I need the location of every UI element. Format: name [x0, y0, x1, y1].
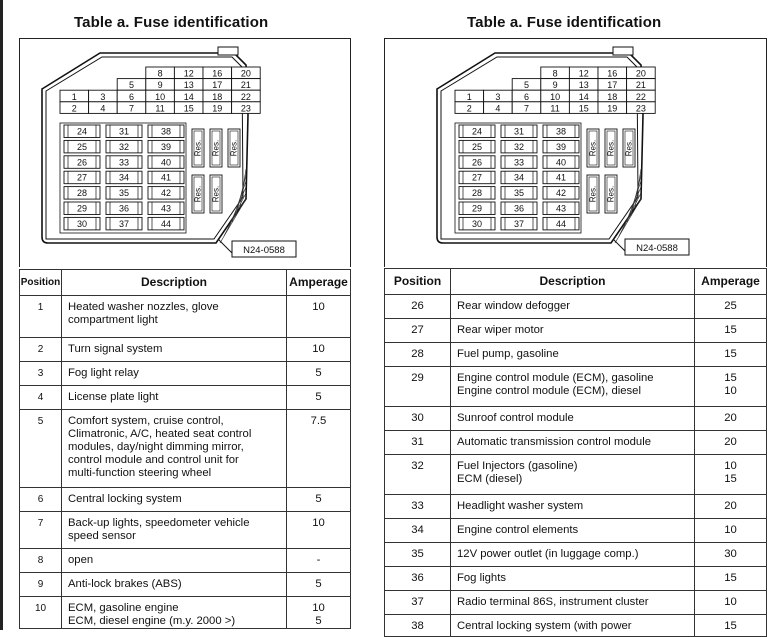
fuse-row	[385, 455, 767, 495]
fuse-description	[451, 495, 695, 519]
description-line: Engine control module (ECM), gasoline	[457, 372, 654, 384]
fuse-row	[20, 362, 351, 386]
label-leader	[218, 239, 232, 253]
fuse-position: 3	[20, 362, 62, 386]
left-header-description: Description	[62, 270, 287, 296]
description-line: open	[68, 554, 94, 566]
fuse-amperage	[695, 495, 767, 519]
amperage-value: 30	[724, 548, 737, 560]
right-diagram-frame	[384, 38, 767, 267]
fuse-number: 34	[513, 172, 525, 183]
description-line: control module and control unit for	[68, 454, 239, 466]
fuse-number: 3	[100, 91, 106, 102]
reserve-label: Res.	[624, 139, 634, 157]
fuse-number: 13	[578, 80, 589, 91]
reserve-label: Res.	[606, 139, 616, 157]
fuse-amperage	[287, 338, 351, 362]
fuse-row	[20, 549, 351, 573]
fuse-number: 19	[607, 103, 618, 114]
fuse-number: 16	[212, 68, 223, 79]
reserve-label: Res.	[588, 185, 598, 203]
amperage-value: 15	[724, 324, 737, 336]
fuse-amperage	[287, 597, 351, 629]
housing-tab	[218, 47, 238, 55]
fuse-position: 5	[20, 410, 62, 488]
fuse-row	[20, 512, 351, 549]
fuse-amperage	[695, 319, 767, 343]
fuse-row	[20, 386, 351, 410]
right-header-description: Description	[451, 269, 695, 295]
fuse-row	[385, 431, 767, 455]
left-fuse-box-diagram	[20, 39, 350, 267]
fuse-description	[451, 343, 695, 367]
description-line: Anti-lock brakes (ABS)	[68, 578, 182, 590]
amperage-value: 25	[724, 300, 737, 312]
left-header-position: Position	[20, 270, 62, 296]
housing-tab	[613, 47, 633, 55]
fuse-number: 10	[155, 91, 166, 102]
fuse-number: 28	[76, 188, 88, 199]
fuse-description	[451, 431, 695, 455]
fuse-number: 40	[160, 157, 172, 168]
fuse-number: 15	[183, 103, 194, 114]
figure-code: N24-0588	[636, 243, 678, 254]
fuse-number: 17	[212, 80, 223, 91]
fuse-row	[20, 597, 351, 629]
fuse-amperage	[695, 567, 767, 591]
description-line: Back-up lights, speedometer vehicle	[68, 517, 250, 529]
amperage-value: 15	[724, 348, 737, 360]
fuse-number: 14	[183, 91, 194, 102]
fuse-number: 36	[513, 203, 525, 214]
fuse-amperage	[287, 573, 351, 597]
description-line: Fuel pump, gasoline	[457, 348, 559, 360]
fuse-position: 38	[385, 615, 451, 637]
description-line: Engine control module (ECM), diesel	[457, 385, 641, 397]
description-line: Climatronic, A/C, heated seat control	[68, 428, 252, 440]
fuse-number: 32	[118, 141, 130, 152]
fuse-position: 6	[20, 488, 62, 512]
fuse-row	[20, 573, 351, 597]
fuse-position: 34	[385, 519, 451, 543]
fuse-number: 12	[183, 68, 194, 79]
fuse-position: 33	[385, 495, 451, 519]
fuse-amperage	[287, 296, 351, 338]
description-line: compartment light	[68, 314, 158, 326]
fuse-row	[20, 410, 351, 488]
fuse-description	[62, 488, 287, 512]
fuse-number: 23	[635, 103, 646, 114]
fuse-description	[451, 567, 695, 591]
fuse-number: 9	[552, 80, 558, 91]
amperage-value: 7.5	[310, 415, 327, 427]
fuse-number: 29	[471, 203, 483, 214]
housing-relief-line	[615, 199, 641, 243]
amperage-value: 5	[315, 578, 322, 590]
fuse-number: 23	[240, 103, 251, 114]
fuse-description	[451, 319, 695, 343]
fuse-number: 9	[157, 80, 163, 91]
housing-relief-line	[220, 199, 246, 243]
fuse-position: 36	[385, 567, 451, 591]
page-binding-edge	[0, 0, 3, 630]
fuse-number: 12	[578, 68, 589, 79]
description-line: Radio terminal 86S, instrument cluster	[457, 596, 649, 608]
housing-relief-line	[619, 193, 641, 236]
fuse-number: 2	[71, 103, 77, 114]
fuse-row	[20, 296, 351, 338]
fuse-row	[20, 488, 351, 512]
amperage-value: 20	[724, 412, 737, 424]
description-line: speed sensor	[68, 530, 136, 542]
fuse-number: 41	[555, 172, 567, 183]
fuse-row	[385, 367, 767, 407]
fuse-number: 38	[160, 126, 172, 137]
fuse-description	[62, 573, 287, 597]
amperage-value: 20	[724, 500, 737, 512]
description-line: Fog light relay	[68, 367, 139, 379]
fuse-number: 8	[157, 68, 163, 79]
fuse-number: 16	[607, 68, 618, 79]
fuse-number: 43	[555, 203, 567, 214]
fuse-row	[385, 495, 767, 519]
reserve-label: Res.	[211, 185, 221, 203]
fuse-description	[62, 597, 287, 629]
fuse-description	[451, 367, 695, 407]
fuse-description	[62, 410, 287, 488]
fuse-position: 32	[385, 455, 451, 495]
fuse-number: 18	[212, 91, 223, 102]
right-header-amperage: Amperage	[695, 269, 767, 295]
reserve-label: Res.	[193, 139, 203, 157]
fuse-amperage	[287, 549, 351, 573]
fuse-number: 8	[552, 68, 558, 79]
fuse-amperage	[695, 519, 767, 543]
description-line: Heated washer nozzles, glove	[68, 301, 219, 313]
fuse-number: 39	[160, 141, 172, 152]
fuse-position: 8	[20, 549, 62, 573]
fuse-number: 44	[555, 218, 567, 229]
fuse-number: 30	[471, 218, 483, 229]
fuse-number: 35	[513, 188, 525, 199]
fuse-number: 35	[118, 188, 130, 199]
fuse-number: 37	[513, 218, 525, 229]
fuse-number: 26	[76, 157, 88, 168]
amperage-value: 5	[315, 615, 322, 627]
description-line: Central locking system (with power	[457, 620, 632, 632]
fuse-number: 17	[607, 80, 618, 91]
fuse-number: 42	[555, 188, 567, 199]
fuse-number: 41	[160, 172, 172, 183]
description-line: Headlight washer system	[457, 500, 584, 512]
amperage-value: 10	[312, 343, 325, 355]
fuse-number: 31	[513, 126, 525, 137]
fuse-row	[385, 407, 767, 431]
description-line: Rear wiper motor	[457, 324, 544, 336]
fuse-number: 3	[495, 91, 501, 102]
fuse-number: 39	[555, 141, 567, 152]
amperage-value: 10	[724, 596, 737, 608]
fuse-amperage	[287, 488, 351, 512]
amperage-value: 5	[315, 493, 322, 505]
figure-code: N24-0588	[243, 245, 285, 256]
fuse-number: 21	[635, 80, 646, 91]
fuse-number: 37	[118, 218, 130, 229]
fuse-number: 7	[523, 103, 530, 114]
left-diagram-frame	[19, 38, 351, 267]
description-line: License plate light	[68, 391, 159, 403]
fuse-number: 7	[128, 103, 135, 114]
housing-relief-line	[224, 193, 246, 236]
fuse-description	[62, 549, 287, 573]
fuse-position: 4	[20, 386, 62, 410]
amperage-value: 15	[724, 473, 737, 485]
fuse-amperage	[695, 455, 767, 495]
description-line: Fuel Injectors (gasoline)	[457, 460, 578, 472]
fuse-description	[451, 295, 695, 319]
fuse-row	[20, 338, 351, 362]
fuse-number: 21	[240, 80, 251, 91]
reserve-label: Res.	[193, 185, 203, 203]
fuse-number: 26	[471, 157, 483, 168]
amperage-value: -	[316, 554, 321, 566]
fuse-number: 27	[76, 172, 88, 183]
fuse-row	[385, 295, 767, 319]
description-line: Sunroof control module	[457, 412, 574, 424]
fuse-amperage	[695, 543, 767, 567]
description-line: ECM, gasoline engine	[68, 602, 179, 614]
fuse-number: 2	[466, 103, 472, 114]
fuse-row	[385, 343, 767, 367]
reserve-label: Res.	[229, 139, 239, 157]
fuse-number: 32	[513, 141, 525, 152]
fuse-number: 5	[523, 80, 530, 91]
description-line: Central locking system	[68, 493, 182, 505]
left-fuse-table	[19, 269, 351, 629]
fuse-row	[385, 615, 767, 637]
fuse-number: 43	[160, 203, 172, 214]
fuse-number: 13	[183, 80, 194, 91]
fuse-position: 28	[385, 343, 451, 367]
reserve-label: Res.	[606, 185, 616, 203]
fuse-number: 6	[128, 91, 135, 102]
description-line: ECM, diesel engine (m.y. 2000 >)	[68, 615, 236, 627]
fuse-description	[451, 591, 695, 615]
fuse-number: 18	[607, 91, 618, 102]
fuse-number: 11	[155, 103, 165, 114]
fuse-number: 33	[118, 157, 130, 168]
fuse-amperage	[287, 410, 351, 488]
fuse-number: 36	[118, 203, 130, 214]
amperage-value: 10	[312, 517, 325, 529]
fuse-position: 27	[385, 319, 451, 343]
fuse-amperage	[695, 407, 767, 431]
fuse-number: 20	[635, 68, 646, 79]
fuse-description	[451, 519, 695, 543]
amperage-value: 10	[724, 524, 737, 536]
right-fuse-box-diagram	[385, 39, 766, 267]
fuse-number: 24	[76, 126, 88, 137]
fuse-amperage	[287, 512, 351, 549]
amperage-value: 5	[315, 391, 322, 403]
reserve-label: Res.	[588, 139, 598, 157]
fuse-number: 22	[635, 91, 646, 102]
fuse-row	[385, 543, 767, 567]
fuse-amperage	[695, 591, 767, 615]
fuse-description	[62, 512, 287, 549]
amperage-value: 15	[724, 372, 737, 384]
fuse-number: 29	[76, 203, 88, 214]
description-line: Rear window defogger	[457, 300, 571, 312]
fuse-position: 35	[385, 543, 451, 567]
fuse-row	[385, 319, 767, 343]
fuse-description	[62, 296, 287, 338]
description-line: Turn signal system	[68, 343, 163, 355]
fuse-position: 1	[20, 296, 62, 338]
fuse-number: 4	[100, 103, 106, 114]
fuse-number: 14	[578, 91, 589, 102]
fuse-number: 1	[71, 91, 77, 102]
fuse-position: 7	[20, 512, 62, 549]
amperage-value: 20	[724, 436, 737, 448]
fuse-row	[385, 519, 767, 543]
fuse-amperage	[695, 367, 767, 407]
fuse-position: 31	[385, 431, 451, 455]
description-line: 12V power outlet (in luggage comp.)	[457, 548, 639, 560]
fuse-number: 6	[523, 91, 530, 102]
fuse-number: 28	[471, 188, 483, 199]
description-line: ECM (diesel)	[457, 473, 523, 485]
description-line: multi-function steering wheel	[68, 467, 212, 479]
fuse-position: 37	[385, 591, 451, 615]
amperage-value: 10	[312, 301, 325, 313]
fuse-number: 5	[128, 80, 135, 91]
fuse-number: 38	[555, 126, 567, 137]
fuse-amperage	[287, 362, 351, 386]
fuse-number: 40	[555, 157, 567, 168]
description-line: Fog lights	[457, 572, 506, 584]
fuse-amperage	[287, 386, 351, 410]
fuse-position: 30	[385, 407, 451, 431]
fuse-number: 42	[160, 188, 172, 199]
fuse-number: 25	[471, 141, 483, 152]
fuse-number: 11	[550, 103, 560, 114]
fuse-number: 44	[160, 218, 172, 229]
fuse-number: 10	[550, 91, 561, 102]
fuse-number: 24	[471, 126, 483, 137]
fuse-amperage	[695, 343, 767, 367]
fuse-description	[451, 543, 695, 567]
fuse-description	[451, 407, 695, 431]
description-line: Automatic transmission control module	[457, 436, 652, 448]
right-table-title: Table a. Fuse identification	[467, 14, 662, 31]
fuse-description	[62, 362, 287, 386]
amperage-value: 10	[724, 460, 737, 472]
fuse-number: 15	[578, 103, 589, 114]
fuse-number: 22	[240, 91, 251, 102]
fuse-row	[385, 591, 767, 615]
reserve-label: Res.	[211, 139, 221, 157]
left-header-amperage: Amperage	[287, 270, 351, 296]
fuse-number: 25	[76, 141, 88, 152]
fuse-position: 29	[385, 367, 451, 407]
amperage-value: 15	[724, 572, 737, 584]
description-line: modules, day/night dimming mirror,	[68, 441, 244, 453]
description-line: Engine control elements	[457, 524, 579, 536]
fuse-number: 1	[466, 91, 472, 102]
fuse-description	[451, 615, 695, 637]
fuse-number: 34	[118, 172, 130, 183]
fuse-number: 19	[212, 103, 223, 114]
amperage-value: 10	[312, 602, 325, 614]
right-fuse-table	[384, 268, 767, 637]
fuse-number: 4	[495, 103, 501, 114]
fuse-position: 26	[385, 295, 451, 319]
fuse-description	[451, 455, 695, 495]
fuse-number: 20	[240, 68, 251, 79]
fuse-row	[385, 567, 767, 591]
amperage-value: 15	[724, 620, 737, 632]
fuse-position: 9	[20, 573, 62, 597]
fuse-position: 2	[20, 338, 62, 362]
fuse-number: 30	[76, 218, 88, 229]
fuse-number: 31	[118, 126, 130, 137]
left-table-title: Table a. Fuse identification	[74, 14, 269, 31]
fuse-position: 10	[20, 597, 62, 629]
fuse-number: 27	[471, 172, 483, 183]
description-line: Comfort system, cruise control,	[68, 415, 224, 427]
right-header-position: Position	[385, 269, 451, 295]
fuse-description	[62, 386, 287, 410]
fuse-amperage	[695, 295, 767, 319]
amperage-value: 10	[724, 385, 737, 397]
fuse-number: 33	[513, 157, 525, 168]
fuse-description	[62, 338, 287, 362]
fuse-amperage	[695, 615, 767, 637]
fuse-amperage	[695, 431, 767, 455]
amperage-value: 5	[315, 367, 322, 379]
